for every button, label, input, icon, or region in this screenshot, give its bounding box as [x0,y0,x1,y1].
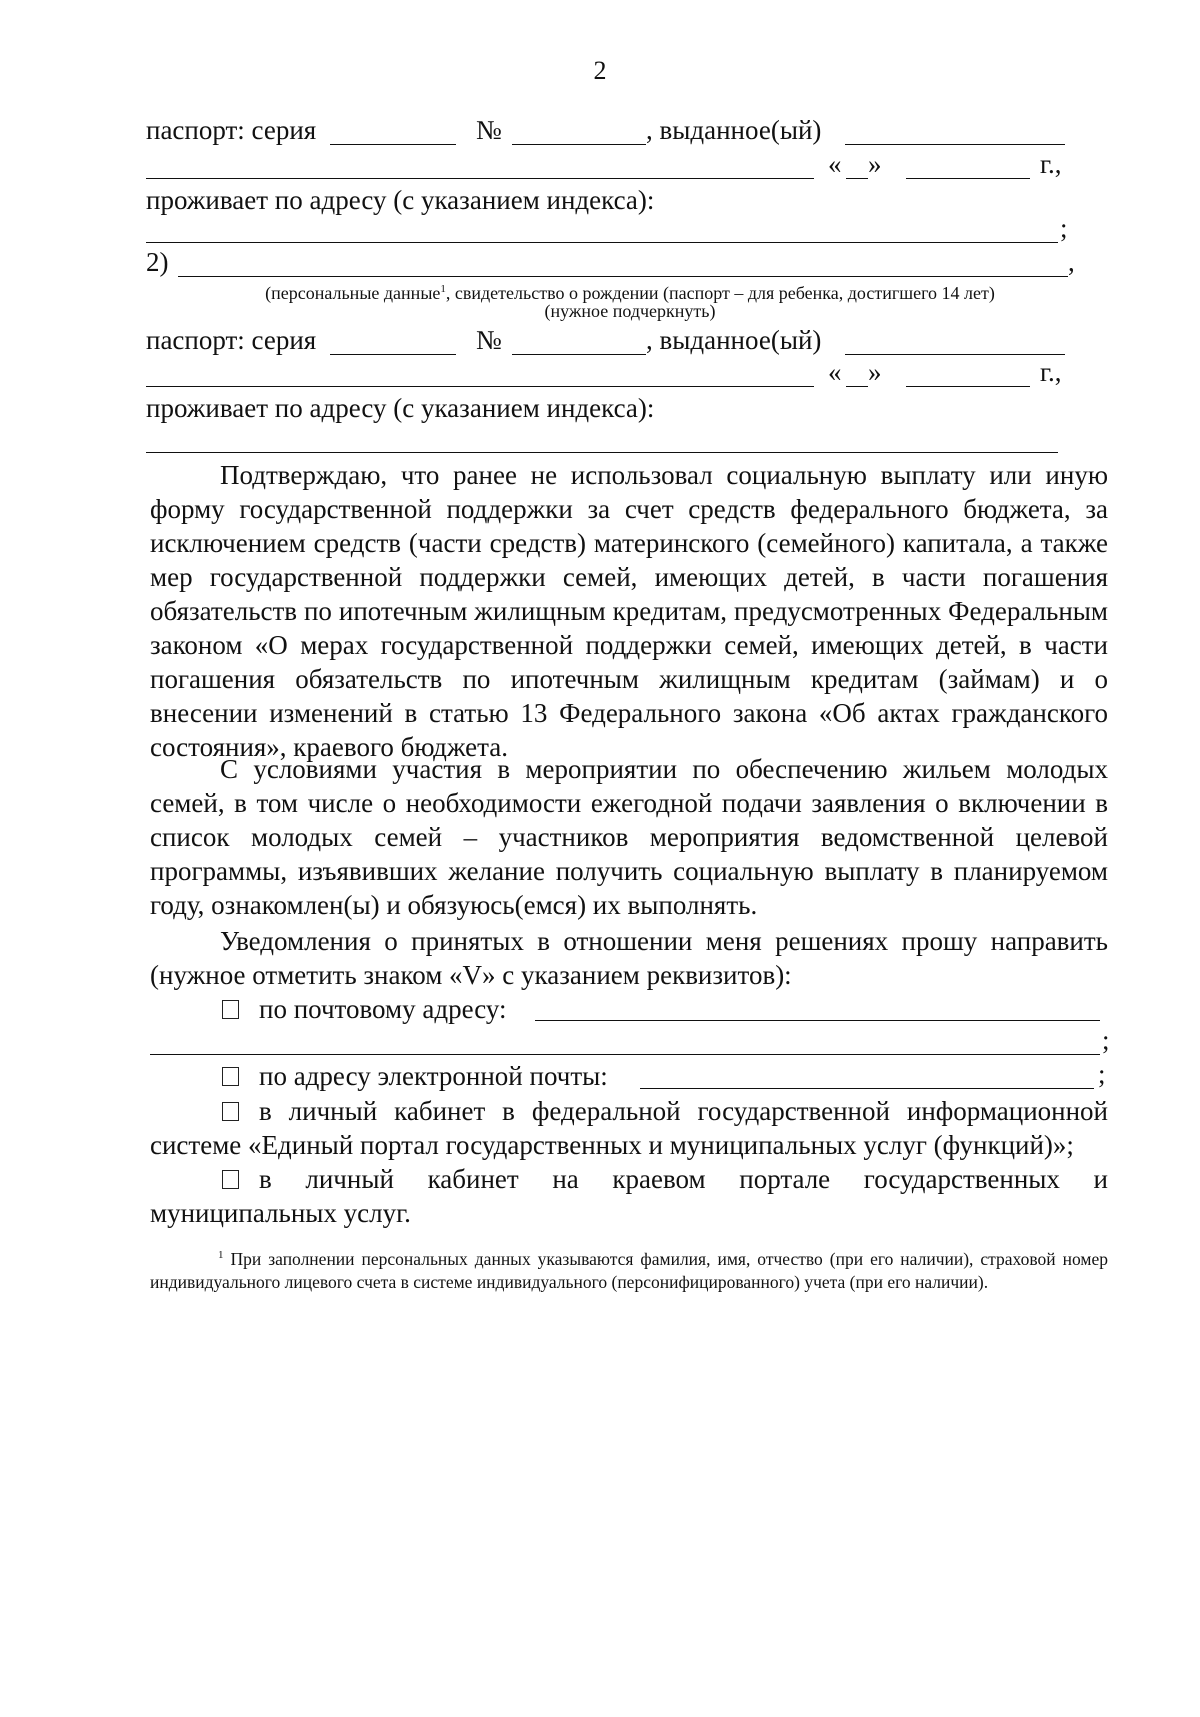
address-field-2[interactable] [146,452,1058,453]
confirmation-paragraph: Подтверждаю, что ранее не использовал социальную выплату или иную форму государственной поддержки за счет средств федерального бюджета, за исключением средств (части средств) материнского (семейного) капитала, а также мер государственной поддержки семей, имеющих детей, в части погашения обязательств по ипотечным жилищным кредитам, предусмотренных Федеральным законом «О мерах государственной поддержки семей, имеющих детей, в части погашения обязательств по ипотечным жилищным кредитам (займам) и о внесении изменений в статью 13 Федерального закона «Об актах гражданского состояния», краевого бюджета. [150,460,1108,762]
passport-series-field[interactable] [330,144,456,145]
year-suffix: г., [1040,149,1062,179]
postal-line-end: ; [1102,1025,1110,1055]
personal-data-line-end: , [1068,247,1075,277]
issue-month-year-field[interactable] [906,178,1030,179]
passport-number-label: № [476,115,502,145]
underline-hint: (нужное подчеркнуть) [544,301,716,321]
passport-number-field[interactable] [512,144,646,145]
issue-month-year-field-2[interactable] [906,386,1030,387]
option-gosuslugi[interactable]: в личный кабинет в федеральной государственной информационной системе «Единый портал государственных и муниципальных услуг (функций)»; [150,1096,1108,1160]
checkbox-postal[interactable] [222,1000,239,1019]
passport-issued-by-field-continued[interactable] [146,178,814,179]
address-line-end: ; [1060,213,1068,243]
notification-paragraph: Уведомления о принятых в отношении меня решениях прошу направить (нужное отметить знаком «V» с указанием реквизитов): [150,926,1108,990]
option-email[interactable]: по адресу электронной почты: [222,1060,608,1092]
postal-address-field-continued[interactable] [150,1054,1100,1055]
option-regional[interactable]: в личный кабинет на краевом портале государственных и муниципальных услуг. [150,1164,1108,1228]
applicant-2-index: 2) [146,247,169,277]
footnote [150,1244,1108,1294]
address-label: проживает по адресу (с указанием индекса): [146,185,655,215]
passport-series-field-2[interactable] [330,354,456,355]
issue-day-field-2[interactable] [846,386,868,387]
date-quote-open: « [828,149,842,179]
option-postal[interactable]: по почтовому адресу: [222,993,507,1025]
postal-address-field[interactable] [535,1020,1100,1021]
passport-number-label-2: № [476,325,502,355]
passport-issued-by-field-2-continued[interactable] [146,386,814,387]
passport-issued-label-2: , выданное(ый) [646,325,822,355]
passport-number-field-2[interactable] [512,354,646,355]
address-field[interactable] [146,242,1058,243]
year-suffix-2: г., [1040,357,1062,387]
date-quote-close-2: » [868,357,882,387]
date-quote-open-2: « [828,357,842,387]
address-label-2: проживает по адресу (с указанием индекса): [146,393,655,423]
personal-data-hint: (персональные данные$^1$, свидетельство о рождении (паспорт – для ребенка, достигшего 14 лет) [265,283,995,303]
email-field[interactable] [640,1088,1094,1089]
personal-data-field[interactable] [178,276,1068,277]
passport-series-label: паспорт: серия [146,115,317,145]
checkbox-gosuslugi[interactable] [222,1102,239,1121]
issue-day-field[interactable] [846,178,868,179]
email-line-end: ; [1098,1059,1106,1089]
passport-issued-label: , выданное(ый) [646,115,822,145]
page-number: 2 [593,56,607,85]
checkbox-regional[interactable] [222,1170,239,1189]
conditions-paragraph: С условиями участия в мероприятии по обеспечению жильем молодых семей, в том числе о необходимости ежегодной подачи заявления о включении в список молодых семей – участников мероприятия ведомственной целевой программы, изъявивших желание получить социальную выплату в планируемом году, ознакомлен(ы) и обязуюсь(емся) их выполнять. [150,754,1108,920]
checkbox-email[interactable] [222,1067,239,1086]
footnote-text: При заполнении персональных данных указываются фамилия, имя, отчество (при его наличии), страховой номер индивидуального лицевого счета в системе индивидуального (персонифицированного) учета (при его наличии). [150,1248,1109,1292]
passport-series-label-2: паспорт: серия [146,325,317,355]
passport-issued-by-field[interactable] [845,144,1065,145]
footnote-ref: 1 [440,283,446,295]
passport-issued-by-field-2[interactable] [845,354,1065,355]
date-quote-close: » [868,149,882,179]
footnote-marker: 1 [218,1249,224,1261]
